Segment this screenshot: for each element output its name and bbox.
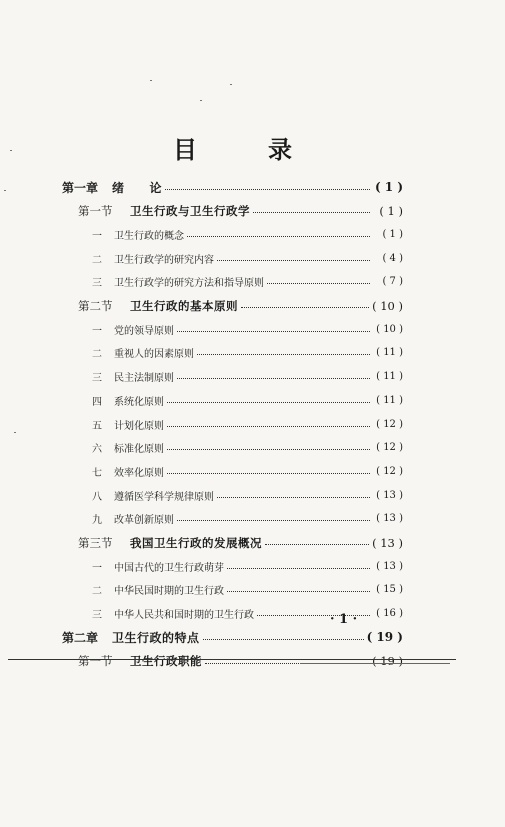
toc-entry-number: 二: [92, 586, 102, 598]
bottom-rule: [8, 659, 456, 660]
dot-leader: [197, 354, 370, 355]
toc-entry-title: 卫生行政的特点: [112, 630, 200, 645]
dot-leader: [167, 449, 370, 450]
toc-entry-number: 一: [92, 325, 102, 337]
dot-leader: [187, 236, 370, 237]
toc-entry-title: 系统化原则: [114, 396, 164, 408]
toc-entry-title: 卫生行政学的研究内容: [114, 254, 214, 266]
toc-entry-page: ( 19 ): [366, 630, 403, 645]
toc-entry-number: 第三节: [78, 535, 113, 550]
page-number: · 1 ·: [330, 612, 358, 627]
title-char-2: 录: [268, 135, 292, 164]
toc-entry-sub: [92, 390, 403, 410]
toc-entry-number: 六: [92, 444, 102, 456]
toc-entry-number: 二: [92, 349, 102, 361]
toc-entry-section: [78, 533, 403, 553]
toc-entry-title: 卫生行政学的研究方法和指导原则: [114, 278, 264, 290]
toc-entry-page: ( 1 ): [379, 203, 403, 218]
toc-entry-chapter: [62, 177, 403, 197]
toc-entry-sub: [92, 580, 403, 600]
toc-entry-number: 四: [92, 396, 102, 408]
toc-entry-number: 九: [92, 515, 102, 527]
toc-entry-page: ( 13 ): [376, 560, 403, 572]
toc-entry-page: ( 13 ): [376, 489, 403, 501]
toc-entry-page: ( 12 ): [376, 418, 403, 430]
toc-entry-sub: [92, 414, 403, 434]
toc-entry-number: 三: [92, 373, 102, 385]
dot-leader: [241, 307, 369, 308]
toc-entry-page: ( 11 ): [376, 394, 403, 406]
toc-entry-page: ( 11 ): [376, 371, 403, 383]
toc-entry-page: ( 11 ): [376, 347, 403, 359]
toc-entry-page: ( 19 ): [372, 654, 403, 668]
toc-entry-page: ( 12 ): [376, 465, 403, 477]
toc-entry-page: ( 13 ): [372, 535, 403, 550]
dot-leader: [177, 520, 370, 521]
bottom-rule-secondary: [300, 663, 450, 664]
toc-entry-number: 三: [92, 610, 102, 622]
toc-entry-page: ( 7 ): [382, 276, 403, 288]
toc-entry-sub: [92, 248, 403, 268]
dot-leader: [265, 544, 369, 545]
toc-entry-title: 效率化原则: [114, 467, 164, 479]
toc-entry-section: [78, 201, 403, 221]
toc-entry-sub: [92, 224, 403, 244]
toc-entry-number: 第二章: [62, 630, 99, 645]
toc-entry-number: 第一节: [78, 203, 113, 218]
toc-entry-sub: [92, 509, 403, 529]
toc-entry-sub: [92, 556, 403, 576]
dot-leader: [267, 283, 370, 284]
toc-entry-title: 我国卫生行政的发展概况: [130, 535, 262, 550]
dot-leader: [217, 497, 370, 498]
toc-entry-sub: [92, 438, 403, 458]
toc-entry-title: 绪 论: [112, 180, 163, 195]
toc-entry-page: ( 1 ): [382, 228, 403, 240]
dot-leader: [165, 189, 370, 190]
toc-entry-sub: [92, 485, 403, 505]
toc-entry-title: 改革创新原则: [114, 515, 174, 527]
toc-entry-title: 卫生行政职能: [130, 654, 202, 668]
toc-entry-number: 七: [92, 467, 102, 479]
toc-entry-number: 二: [92, 254, 102, 266]
toc-entry-page: ( 10 ): [372, 298, 403, 313]
dot-leader: [203, 639, 364, 640]
toc-entry-title: 党的领导原则: [114, 325, 174, 337]
toc-entry-title: 卫生行政的基本原则: [130, 298, 238, 313]
toc-entry-page: ( 12 ): [376, 442, 403, 454]
toc-entry-page: ( 10 ): [376, 323, 403, 335]
dot-leader: [177, 331, 370, 332]
scan-speck: [230, 84, 232, 85]
dot-leader: [167, 426, 370, 427]
toc-entry-number: 一: [92, 562, 102, 574]
toc-entry-title: 中国古代的卫生行政萌芽: [114, 562, 224, 574]
scan-speck: [14, 432, 16, 433]
dot-leader: [217, 260, 370, 261]
toc-entry-title: 中华人民共和国时期的卫生行政: [114, 610, 254, 622]
toc-entry-number: 第一节: [78, 654, 113, 668]
toc-entry-title: 标准化原则: [114, 444, 164, 456]
toc-entry-title: 中华民国时期的卫生行政: [114, 586, 224, 598]
dot-leader: [167, 402, 370, 403]
toc-entry-number: 三: [92, 278, 102, 290]
toc-entry-sub: [92, 343, 403, 363]
dot-leader: [253, 212, 370, 213]
toc-entry-chapter: [62, 627, 403, 647]
toc-entry-page: ( 13 ): [376, 513, 403, 525]
toc-entry-page: ( 15 ): [376, 584, 403, 596]
toc-entry-title: 重视人的因素原则: [114, 349, 194, 361]
toc-entry-title: 卫生行政的概念: [114, 230, 184, 242]
scan-speck: [200, 100, 202, 101]
toc-entry-number: 第一章: [62, 180, 99, 195]
dot-leader: [227, 568, 370, 569]
dot-leader: [167, 473, 370, 474]
dot-leader: [177, 378, 370, 379]
scan-speck: [10, 150, 12, 151]
page-title: [0, 130, 505, 164]
toc-entry-title: 计划化原则: [114, 420, 164, 432]
toc-entry-page: ( 4 ): [382, 252, 403, 264]
toc-entry-title: 遵循医学科学规律原则: [114, 491, 214, 503]
toc-entry-title: 民主法制原则: [114, 373, 174, 385]
toc-entry-title: 卫生行政与卫生行政学: [130, 203, 250, 218]
toc-entry-number: 八: [92, 491, 102, 503]
scan-speck: [150, 80, 152, 81]
toc-entry-sub: [92, 272, 403, 292]
toc-entry-number: 五: [92, 420, 102, 432]
toc-entry-sub: [92, 367, 403, 387]
dot-leader: [227, 591, 370, 592]
title-char-1: 目: [173, 135, 197, 164]
toc-entry-section: [78, 651, 403, 671]
toc-entry-number: 第二节: [78, 298, 113, 313]
scan-speck: [4, 190, 6, 191]
toc-entry-page: ( 16 ): [376, 608, 403, 620]
toc-entry-section: [78, 296, 403, 316]
toc-entry-sub: [92, 461, 403, 481]
toc-entry-sub: [92, 319, 403, 339]
toc-entry-number: 一: [92, 230, 102, 242]
toc-entry-page: ( 1 ): [374, 180, 403, 194]
